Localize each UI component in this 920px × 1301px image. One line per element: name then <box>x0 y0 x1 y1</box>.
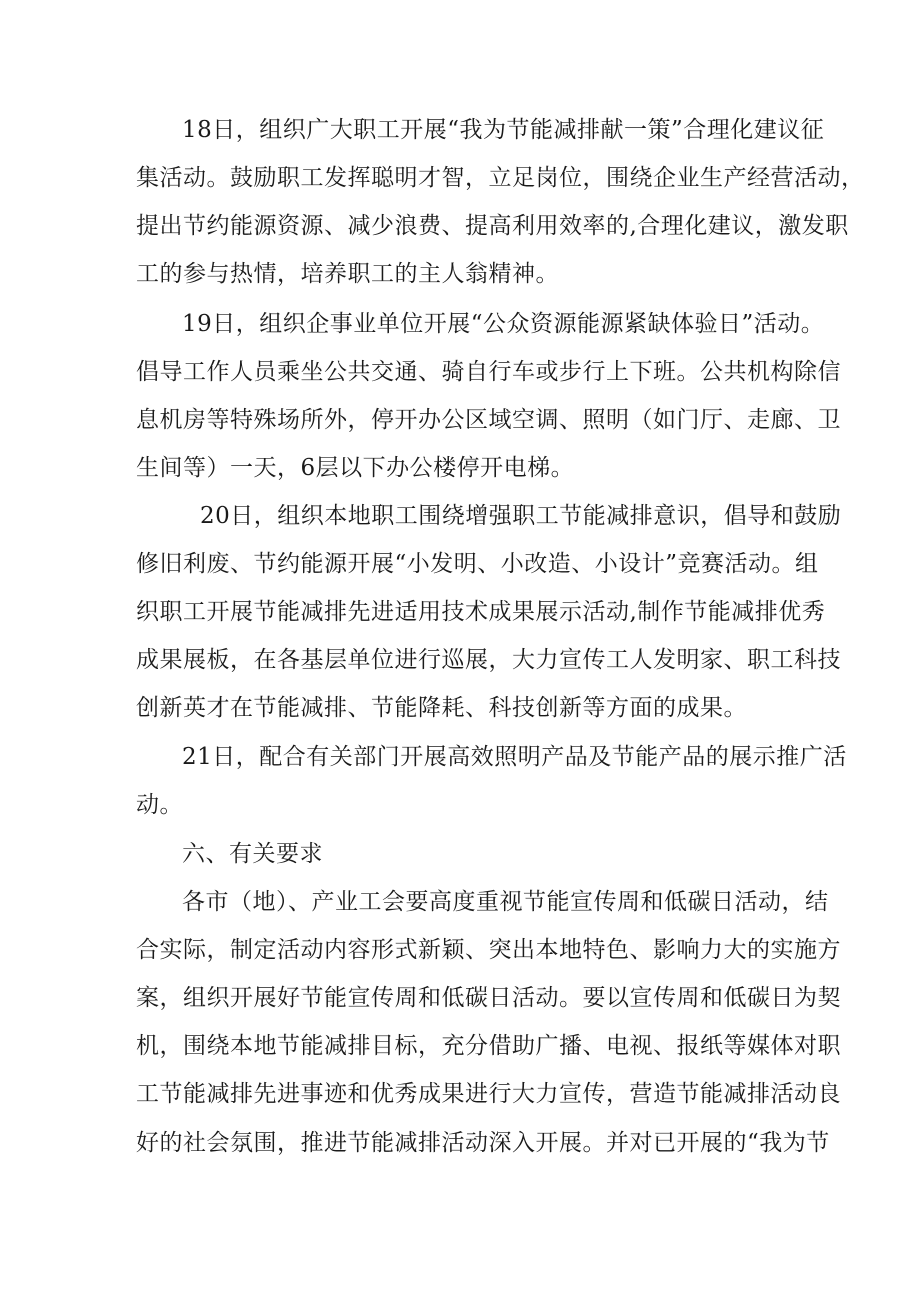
paragraph-20-line-3: 织职工开展节能减排先进适用技术成果展示活动,制作节能减排优秀 <box>136 599 826 625</box>
requirements-line-4: 机，围绕本地节能减排目标，充分借助广播、电视、报纸等媒体对职 <box>136 1033 841 1059</box>
paragraph-19-line-1: 19日，组织企事业单位开展“公众资源能源紧缺体验日”活动。 <box>182 311 825 337</box>
paragraph-18-line-3: 提出节约能源资源、减少浪费、提高利用效率的,合理化建议，激发职 <box>136 213 849 239</box>
paragraph-19-line-4: 生间等）一天，6层以下办公楼停开电梯。 <box>136 455 575 481</box>
requirements-line-2: 合实际，制定活动内容形式新颖、突出本地特色、影响力大的实施方 <box>136 937 841 963</box>
paragraph-19-line-2: 倡导工作人员乘坐公共交通、骑自行车或步行上下班。公共机构除信 <box>136 359 841 385</box>
paragraph-21-line-2: 动。 <box>136 792 183 818</box>
requirements-line-3: 案，组织开展好节能宣传周和低碳日活动。要以宣传周和低碳日为契 <box>136 985 841 1011</box>
section-heading: 六、有关要求 <box>182 841 323 867</box>
requirements-line-5: 工节能减排先进事迹和优秀成果进行大力宣传，营造节能减排活动良 <box>136 1081 841 1107</box>
paragraph-20-line-5: 创新英才在节能减排、节能降耗、科技创新等方面的成果。 <box>136 695 747 721</box>
paragraph-20-line-4: 成果展板，在各基层单位进行巡展，大力宣传工人发明家、职工科技 <box>136 647 841 673</box>
paragraph-18-line-4: 工的参与热情，培养职工的主人翁精神。 <box>136 261 559 287</box>
paragraph-19-line-3: 息机房等特殊场所外，停开办公区域空调、照明（如门厅、走廊、卫 <box>136 407 841 433</box>
paragraph-21-line-1: 21日，配合有关部门开展高效照明产品及节能产品的展示推广活 <box>182 744 847 770</box>
paragraph-20-line-1: 20日，组织本地职工围绕增强职工节能减排意识，倡导和鼓励 <box>200 503 842 529</box>
paragraph-20-line-2: 修旧利废、节约能源开展“小发明、小改造、小设计”竞赛活动。组 <box>136 551 819 577</box>
paragraph-18-line-2: 集活动。鼓励职工发挥聪明才智，立足岗位，围绕企业生产经营活动， <box>136 165 865 191</box>
requirements-line-1: 各市（地）、产业工会要高度重视节能宣传周和低碳日活动，结 <box>182 889 829 915</box>
paragraph-18-line-1: 18日，组织广大职工开展“我为节能减排献一策”合理化建议征 <box>182 117 825 143</box>
requirements-line-6: 好的社会氛围，推进节能减排活动深入开展。并对已开展的“我为节 <box>136 1130 830 1156</box>
